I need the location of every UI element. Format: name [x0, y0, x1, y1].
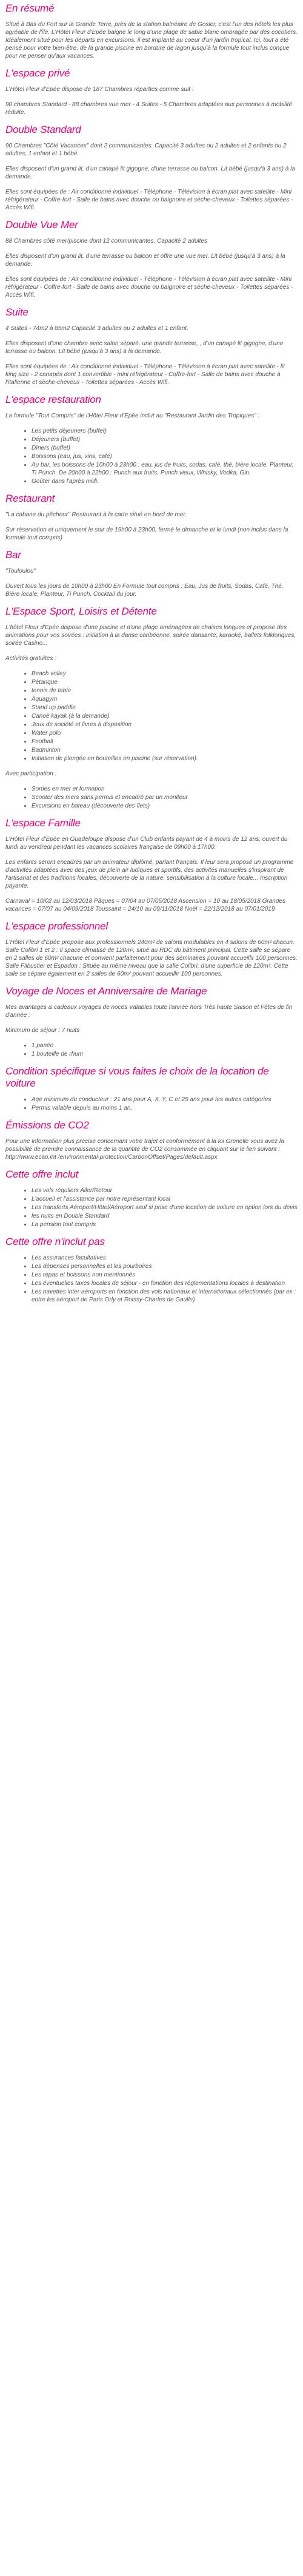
section-paragraph: Ouvert tous les jours de 10h00 à 23h00 En Formule tout compris : Eau, Jus de fruits, Sodas, Café, Thé, Bière locale, Planteur, Ti Punch, Cocktail du jour. — [5, 583, 284, 598]
list-item: • Permis valable depuis au moins 1 an. — [32, 1104, 298, 1112]
section-l-espace-sport-loisirs-et-detente — [5, 605, 298, 810]
section-paragraph: L'Hôtel Fleur d'Epée propose aux professionnels 240m² de salons modulables en 4 salons de 60m² chacun. Salle Colibri 1 et 2 : Il space climatisé de 120m², situé au RDC du bâtiment principal. Cette salle se sépare en 2 salles de 60m² chacune et convient parfaitement pour des séminaires pouvant accueillir 100 personnes. Salle Flibustier et Espadon : Située au même niveau que la salle Colibri, d'une superficie de 120m². Cette salle se sépare également en 2 salles de 60m² pouvant accueillir 100 personnes. — [5, 939, 298, 977]
section-paragraph: Sur réservation et uniquement le soir de 19h00 à 23h00, fermé le dimanche et le lundi (non inclus dans la formule tout compris) — [5, 527, 288, 541]
section-paragraph: Elles disposent d'un grand lit, d'un canapé lit gigogne, d'une terrasse ou balcon. Lit bébé (jusqu'à 3 ans) à la demande. — [5, 166, 295, 180]
bullet-list — [5, 1096, 298, 1112]
list-item: • 1 bouteille de rhum — [32, 1050, 298, 1058]
section-condition-specifique-si-vous-faites-le-choix-de-la-location-de-voiture — [5, 1065, 298, 1112]
section-paragraph: 90 Chambres "Côté Vacances" dont 2 communicantes. Capacité 3 adultes ou 2 adultes et 2 enfants ou 2 adultes, 1 enfant et 1 bébé. — [5, 143, 287, 157]
list-item: • les nuits en Double Standard — [32, 1212, 298, 1220]
section-l-espace-restauration — [5, 394, 298, 485]
section-en-resume — [5, 2, 298, 60]
section-voyage-de-noces-et-anniversaire-de-mariage — [5, 985, 298, 1058]
bullet-list — [5, 1187, 298, 1229]
section-paragraph: Elles sont équipées de : Air conditionné individuel - Téléphone - Télévision à écran plat avec satellite - Mini réfrigérateur - Coffre-fort - Salle de bains avec douche ou baignoire et sèche-cheveux - Toilettes séparées - Accès Wifi. — [5, 189, 293, 211]
list-item: • Age minimum du conducteur : 21 ans pour A, X, Y, C et 25 ans pour les autres catégories — [32, 1096, 298, 1104]
section-paragraph: "La cabane du pêcheur" Restaurant à la carte situé en bord de mer. — [5, 511, 187, 518]
list-item: • Stand up paddle — [32, 704, 298, 712]
bullet-list — [5, 785, 298, 810]
section-paragraph: L'Hôtel Fleur d'Epée en Guadeloupe dispose d'un Club enfants payant de 4 à moins de 12 ans, ouvert du lundi au vendredi pendant les vacances scolaires française de 09h00 à 17h00. — [5, 836, 288, 851]
section-paragraph: Elles disposent d'un grand lit, d'une terrasse ou balcon et offre une vue mer. Lit bébé (jusqu'à 3 ans) à la demande. — [5, 253, 285, 268]
section-paragraph: Elles disposent d'une chambre avec salon séparé, une grande terrasse, , d'un canapé lit gigogne, d'une terrasse ou balcon. Lit bébé (jusqu'à 3 ans) à la demande. — [5, 340, 284, 355]
section-paragraph: 88 Chambres côté mer/piscine dont 12 communicantes. Capacité 2 adultes — [5, 238, 207, 244]
list-item: • L'accueil et l'assistance par notre représentant local — [32, 1195, 298, 1203]
list-item: • Pétanque — [32, 678, 298, 686]
section-paragraph: Minimum de séjour : 7 nuits — [5, 1027, 80, 1034]
section-title: Bar — [5, 549, 21, 561]
section-l-espace-professionnel — [5, 920, 298, 978]
list-item: • Excursions en bateau (découverte des îlets) — [32, 802, 298, 810]
list-item: • Jeux de société et livres à disposition — [32, 721, 298, 729]
section-paragraph: 4 Suites - 74m2 à 85m2 Capacité 3 adultes ou 2 adultes et 1 enfant. — [5, 325, 188, 332]
section-paragraph: Pour une information plus précise concernant votre trajet et conformément à la loi Grenelle vous avez la possibilité de prendre connaissance de la quantité de CO2 consommée en cliquant sur le lien suivant : http://www.ecao.int /environmental-protection/CarbonOffset/Pages/default.aspx — [5, 1138, 284, 1161]
list-item: • Scooter des mers sans permis et encadré par un moniteur — [32, 794, 298, 801]
list-item: • Goûter dans l'après midi. — [32, 477, 298, 485]
section-paragraph: 90 chambres Standard - 88 chambres vue mer - 4 Suites - 5 Chambres adaptées aux personnes à mobilité réduite. — [5, 101, 293, 116]
section-paragraph: L'hôtel Fleur d'Epée dispose d'une piscine et d'une plage aménagées de chaises longues et propose des animations pour vos soirées : initiation à la danse caribéenne, soirée dansante, karaoké, ballets folkloriques, soirée Casino... — [5, 624, 296, 647]
section-title: Condition spécifique si vous faites le choix de la location de voiture — [5, 1065, 269, 1089]
section-paragraph: Elles sont équipées de : Air conditionné individuel - Téléphone - Télévision à écran plat avec satellite - Mini réfrigérateur - Coffre-fort - Salle de bains avec douche ou baignoire et sèche-cheveux - Toilettes séparées - Accès Wifi. — [5, 276, 293, 298]
section-title: En résumé — [5, 2, 55, 14]
section-title: Double Vue Mer — [5, 219, 78, 231]
section-paragraph: Mes avantages & cadeaux voyages de noces Valables toute l'année hors Très haute Saison et Fêtes de fin d'année : — [5, 1004, 293, 1019]
section-title: L'espace restauration — [5, 394, 101, 405]
section-title: Double Standard — [5, 124, 81, 135]
list-item: • Les transferts Aéroport/Hôtel/Aéroport sauf si prise d'une location de voiture en option lors du devis — [32, 1204, 298, 1212]
section-paragraph: Elles sont équipées de : Air conditionné individuel - Téléphone - Télévision à écran plat avec satellite - lit king size - 2 canapés dont 1 convertible - mini réfrigérateur - Coffre-fort - Salle de bains avec douche à l'italienne et sèche-cheveux - Toilettes séparées - Accès Wifi. — [5, 363, 285, 386]
bullet-list — [5, 427, 298, 485]
list-item: • Badminton — [32, 746, 298, 754]
section-title: Restaurant — [5, 493, 55, 504]
section-title: Suite — [5, 306, 28, 318]
section-paragraph: Carnaval = 10/02 au 12/03/2018 Pâques = 07/04 au 07/05/2018 Ascension = 10 au 18/05/2018 Grandes vacances = 07/07 au 04/09/2018 Toussaint = 24/10 au 09/11/2018 Noël = 22/12/2018 au 07/01/2019 — [5, 898, 285, 912]
section-title: L'espace professionnel — [5, 920, 108, 932]
list-item: • Les repas et boissons non mentionnés — [32, 1271, 298, 1279]
section-title: Cette offre n'inclut pas — [5, 1236, 105, 1247]
list-item: • Water polo — [32, 729, 298, 737]
section-title: L'espace privé — [5, 67, 70, 79]
section-paragraph: Activités gratuites : — [5, 655, 56, 662]
section-title: L'espace Famille — [5, 817, 81, 829]
list-item: • Au bar, les boissons de 10h00 à 23h00 : eau, jus de fruits, sodas, café, thé, bière locale, Planteur, Ti Punch. De 20h00 à 22h00 : Punch aux fruits, Punch vieux, Whisky, Vodka, Gin. — [32, 461, 298, 477]
section-double-vue-mer — [5, 219, 298, 299]
section-suite — [5, 306, 298, 386]
list-item: • Canoë kayak (à la demande) — [32, 712, 298, 720]
section-paragraph: Les enfants seront encadrés par un animateur diplômé, parlant français. Il leur sera proposé un programme d'activités adaptées avec des jeux de plein air ludiques et sportifs, des activités manuelles s'inspirant de l'artisanat et des traditions locales, découverte de la nature, sensibilisation à la culture locale... Inscription payante. — [5, 859, 294, 889]
section-paragraph: Avec participation : — [5, 770, 57, 777]
bullet-list — [5, 1254, 298, 1304]
list-item: • Initiation de plongée en bouteilles en piscine (sur réservation). — [32, 755, 298, 763]
section-paragraph: L'Hôtel Fleur d'Epée dispose de 187 Chambres réparties comme suit : — [5, 86, 194, 93]
offer-details — [0, 2, 303, 1323]
section-title: L'Espace Sport, Loisirs et Détente — [5, 605, 157, 617]
list-item: • Les dépenses personnelles et les pourboires — [32, 1263, 298, 1270]
list-item: • Les éventuelles taxes locales de séjour - en fonction des réglementations locales à destination — [32, 1280, 298, 1287]
list-item: • Les petits déjeuners (buffet) — [32, 427, 298, 435]
list-item: • Les assurances facultatives — [32, 1254, 298, 1262]
list-item: • 1 panéo — [32, 1042, 298, 1050]
bullet-list — [5, 670, 298, 763]
list-item: • La pension tout compris — [32, 1221, 298, 1229]
list-item: • Beach volley — [32, 670, 298, 678]
list-item: • Football — [32, 738, 298, 746]
section-title: Émissions de CO2 — [5, 1119, 89, 1131]
section-double-standard — [5, 124, 298, 212]
list-item: • Déjeuners (buffet) — [32, 436, 298, 443]
section-emissions-de-co2 — [5, 1119, 298, 1161]
list-item: • Sorties en mer et formation — [32, 785, 298, 793]
section-paragraph: "Touloulou" — [5, 568, 36, 575]
list-item: • Dîners (buffet) — [32, 444, 298, 452]
section-bar — [5, 549, 298, 598]
section-restaurant — [5, 493, 298, 542]
section-title: Voyage de Noces et Anniversaire de Mariage — [5, 985, 207, 997]
bullet-list — [5, 1042, 298, 1058]
list-item: • Aquagym — [32, 695, 298, 703]
section-cette-offre-inclut — [5, 1168, 298, 1229]
section-cette-offre-n-inclut-pas — [5, 1236, 298, 1304]
section-paragraph: Situé à Bas du Fort sur la Grande Terre, près de la station balnéaire de Gosier, c'est l'un des hôtels les plus agréable de l'île. L'Hôtel Fleur d'Epée baigne le long d'une plage de sable blanc ombragée par des cocotiers. Idéalement situé pour les départs en excursions, il est implanté au coeur d'un jardin tropical. Ici, tout a été pensé pour votre bien-être, de la grande piscine en bordure de lagon jusqu'à la formule tout inclus conçue pour ne penser qu'aux vacances. — [5, 21, 298, 59]
list-item: • tennis de table — [32, 687, 298, 695]
section-paragraph: La formule "Tout Compris" de l'Hôtel Fleur d'Epée inclut au "Restaurant Jardin des Tropiques" : — [5, 413, 260, 419]
list-item: • Boissons (eau, jus, vins, café) — [32, 453, 298, 460]
list-item: • Les navettes inter-aéroports en fonction des vols nationaux et internationaux sélectionnés (par ex : entre les aéroport de Paris Orly et Roissy-Charles de Gaulle) — [32, 1288, 298, 1304]
section-title: Cette offre inclut — [5, 1168, 79, 1180]
section-l-espace-prive — [5, 67, 298, 116]
section-l-espace-famille — [5, 817, 298, 913]
list-item: • Les vols réguliers Aller/Retour — [32, 1187, 298, 1195]
